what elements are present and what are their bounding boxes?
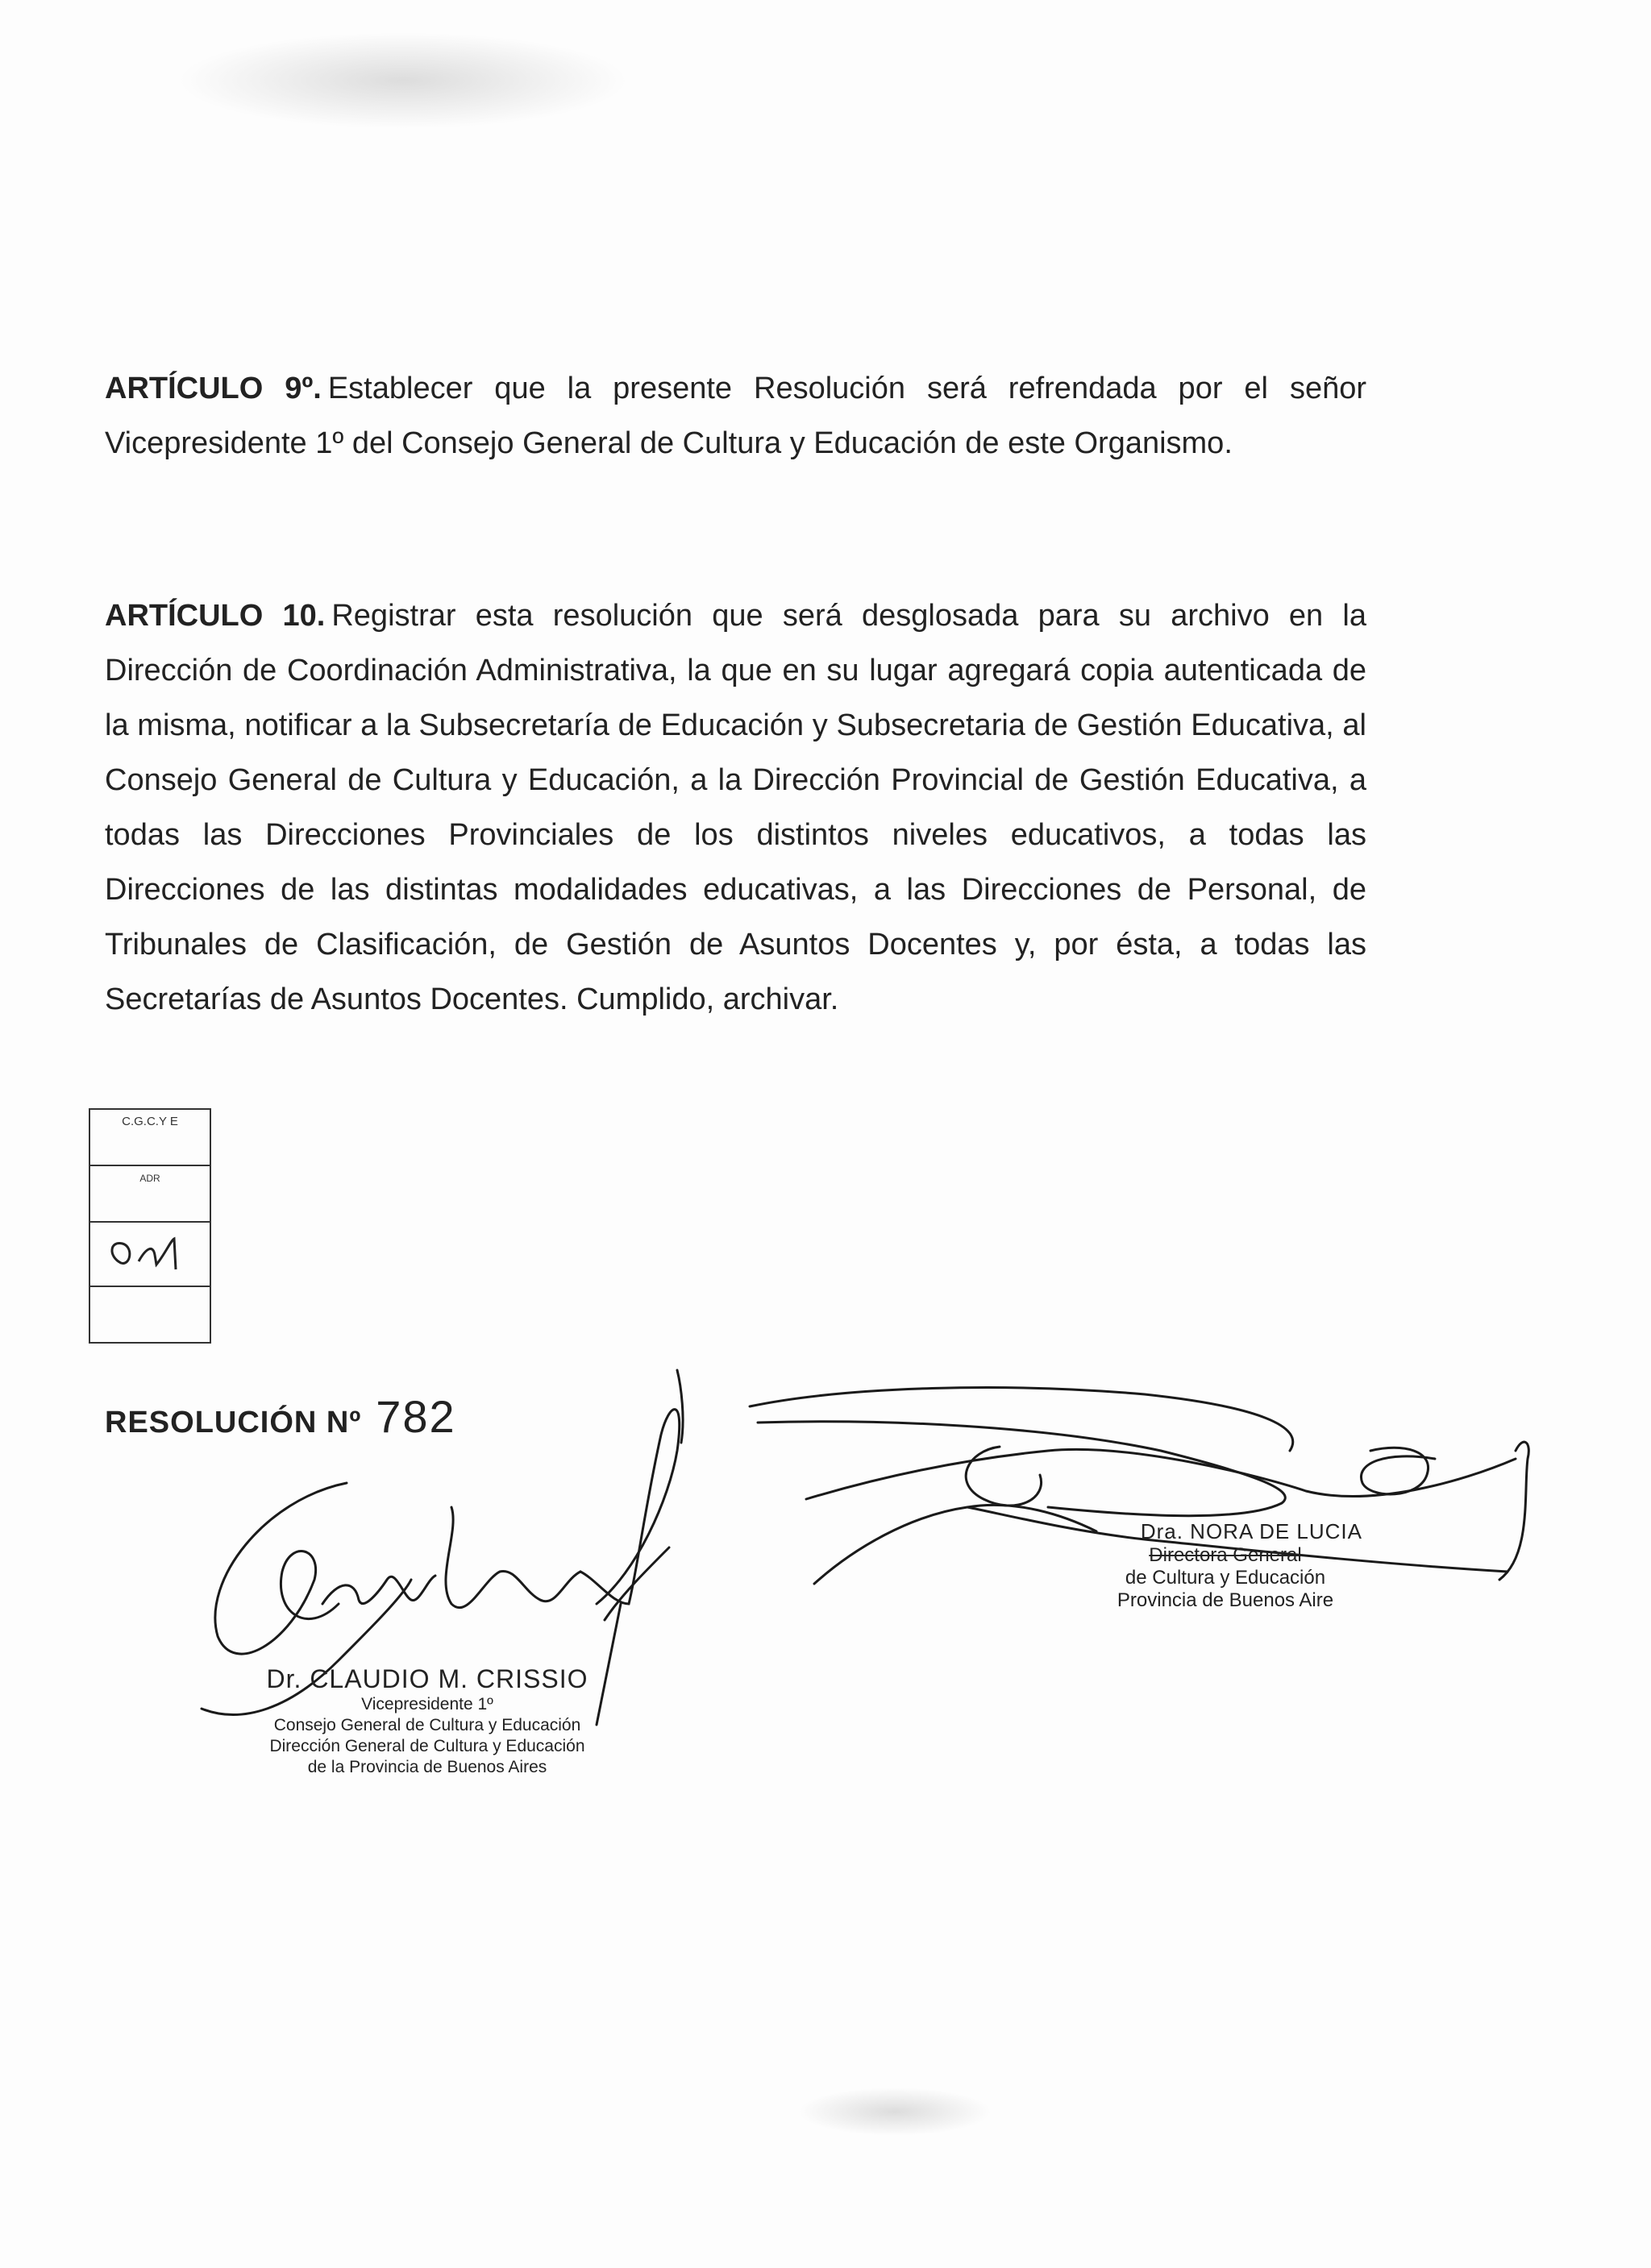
article-body: Registrar esta resolución que será desglosada para su archivo en la Dirección de Coordinación Administrativa, la que en su lugar agregará copia autenticada de la misma, notificar a la Subsecretaría de Educación y Subsecretaria de Gestión Educativa, al Consejo General de Cultura y Educación, a la Dirección Provincial de Gestión Educativa, a todas las Direcciones Provinciales de los distintos niveles educativos, a todas las Direcciones de las distintas modalidades educativas, a las Direcciones de Personal, de Tribunales de Clasificación, de Gestión de Asuntos Docentes y, por ésta, a todas las Secretarías de Asuntos Docentes. Cumplido, archivar.: [105, 599, 1366, 1016]
signatory-right: [1056, 1519, 1395, 1612]
article-9: [105, 361, 1366, 471]
signatory-left: [242, 1664, 613, 1778]
signatory-right-title: Directora General: [1149, 1544, 1302, 1566]
signatory-right-org: de Cultura y Educación: [1125, 1567, 1326, 1589]
handwritten-number: [90, 1223, 210, 1286]
signatory-left-name: Dr. CLAUDIO M. CRISSIO: [266, 1664, 588, 1693]
stamp-code: ADR: [90, 1166, 210, 1223]
signatory-left-org: Consejo General de Cultura y Educación: [273, 1716, 581, 1734]
stamp-blank: [90, 1287, 210, 1342]
article-heading: ARTÍCULO 10.: [105, 599, 326, 633]
stamp-handwritten-mark: [90, 1223, 210, 1287]
article-10: [105, 588, 1366, 1027]
article-body: Establecer que la presente Resolución será refrendada por el señor Vicepresidente 1º del Consejo General de Cultura y Educación de este Organismo.: [105, 372, 1367, 460]
resolution-value: 782: [376, 1391, 456, 1442]
resolution-number: [105, 1390, 456, 1443]
signatory-left-org: Dirección General de Cultura y Educación: [269, 1737, 585, 1755]
signatory-right-name: Dra. NORA DE LUCIA: [1140, 1519, 1362, 1543]
article-heading: ARTÍCULO 9º.: [105, 372, 322, 405]
scan-smudge: [798, 2087, 992, 2136]
signatory-left-org: de la Provincia de Buenos Aires: [307, 1758, 547, 1776]
registry-stamp: [89, 1108, 211, 1344]
scan-smudge: [177, 32, 629, 129]
resolution-label: RESOLUCIÓN Nº: [105, 1406, 362, 1439]
signatory-right-org: Provincia de Buenos Aire: [1117, 1589, 1334, 1611]
signatory-left-title: Vicepresidente 1º: [361, 1695, 493, 1713]
stamp-office: C.G.C.Y E: [90, 1110, 210, 1166]
